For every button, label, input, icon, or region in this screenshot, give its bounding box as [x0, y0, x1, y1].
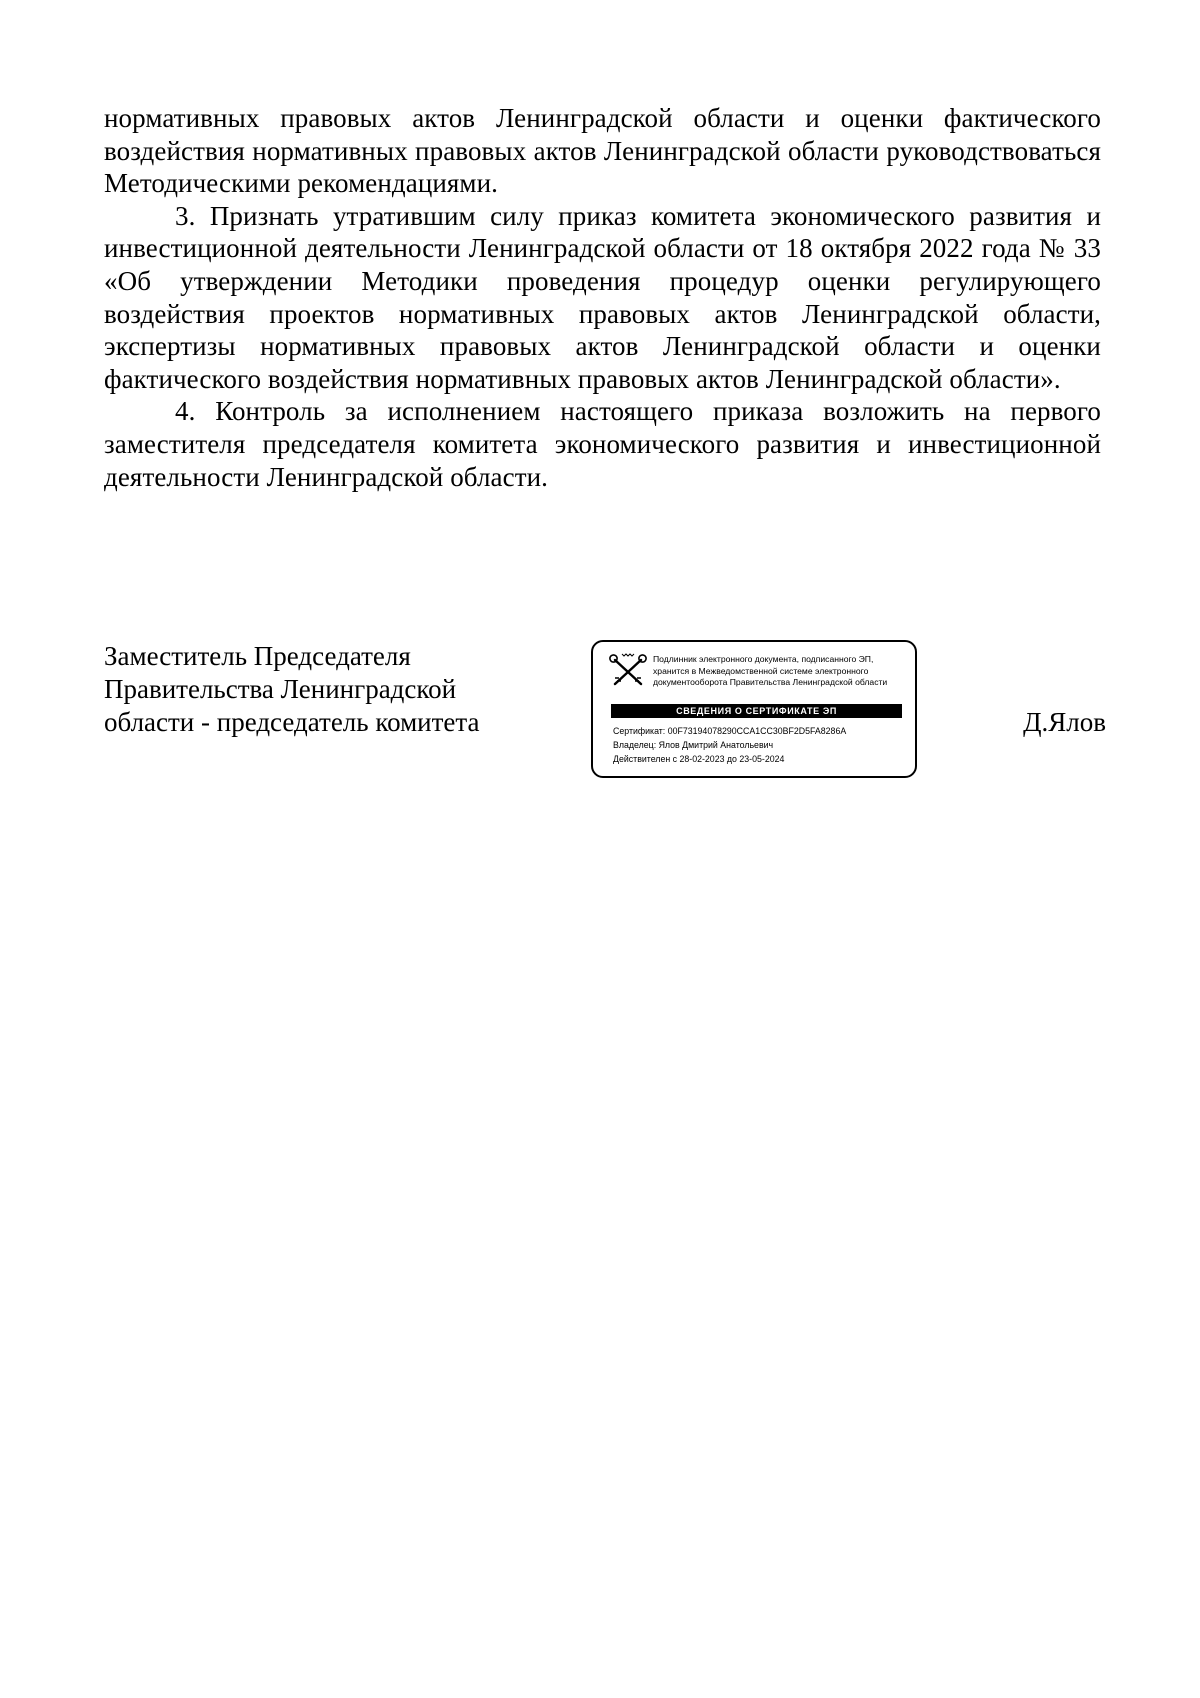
paragraph-item-4: 4. Контроль за исполнением настоящего приказа возложить на первого заместителя председателя комитета экономического развития и инвестиционной деятельности Ленинградской области.	[104, 396, 1101, 492]
signer-name: Д.Ялов	[1023, 707, 1106, 737]
certificate-validity: Действителен с 28-02-2023 до 23-05-2024	[613, 754, 785, 764]
signer-title	[104, 640, 480, 739]
document-body	[104, 102, 1101, 493]
coat-of-arms-emblem-icon	[607, 652, 649, 690]
signature-block	[104, 640, 1106, 790]
certificate-details	[613, 724, 846, 766]
paragraph-item-3: 3. Признать утратившим силу приказ комитета экономического развития и инвестиционной деятельности Ленинградской области от 18 октября 2022 года № 33 «Об утверждении Методики проведения процедур оценки регулирующего воздействия проектов нормативных правовых актов Ленинградской области, экспертизы нормативных правовых актов Ленинградской области и оценки фактического воздействия нормативных правовых актов Ленинградской области».	[104, 200, 1101, 394]
signer-title-line: Заместитель Председателя	[104, 641, 411, 671]
certificate-owner: Владелец: Ялов Дмитрий Анатольевич	[613, 740, 774, 750]
signer-title-line: Правительства Ленинградской	[104, 674, 457, 704]
signer-title-line: области - председатель комитета	[104, 707, 480, 737]
stamp-header-line: Подлинник электронного документа, подписанного ЭП,	[653, 654, 874, 664]
stamp-header	[653, 654, 915, 689]
stamp-header-line: хранится в Межведомственной системе электронного	[653, 665, 869, 676]
certificate-info-bar: СВЕДЕНИЯ О СЕРТИФИКАТЕ ЭП	[611, 704, 902, 718]
electronic-signature-stamp	[591, 640, 917, 778]
paragraph-continuation: нормативных правовых актов Ленинградской области и оценки фактического воздействия нормативных правовых актов Ленинградской области руководствоваться Методическими рекомендациями.	[104, 103, 1101, 199]
certificate-number: Сертификат: 00F73194078290CCA1CC30BF2D5FA8286A	[613, 726, 847, 736]
stamp-header-line: документооборота Правительства Ленинградской области	[653, 677, 888, 687]
